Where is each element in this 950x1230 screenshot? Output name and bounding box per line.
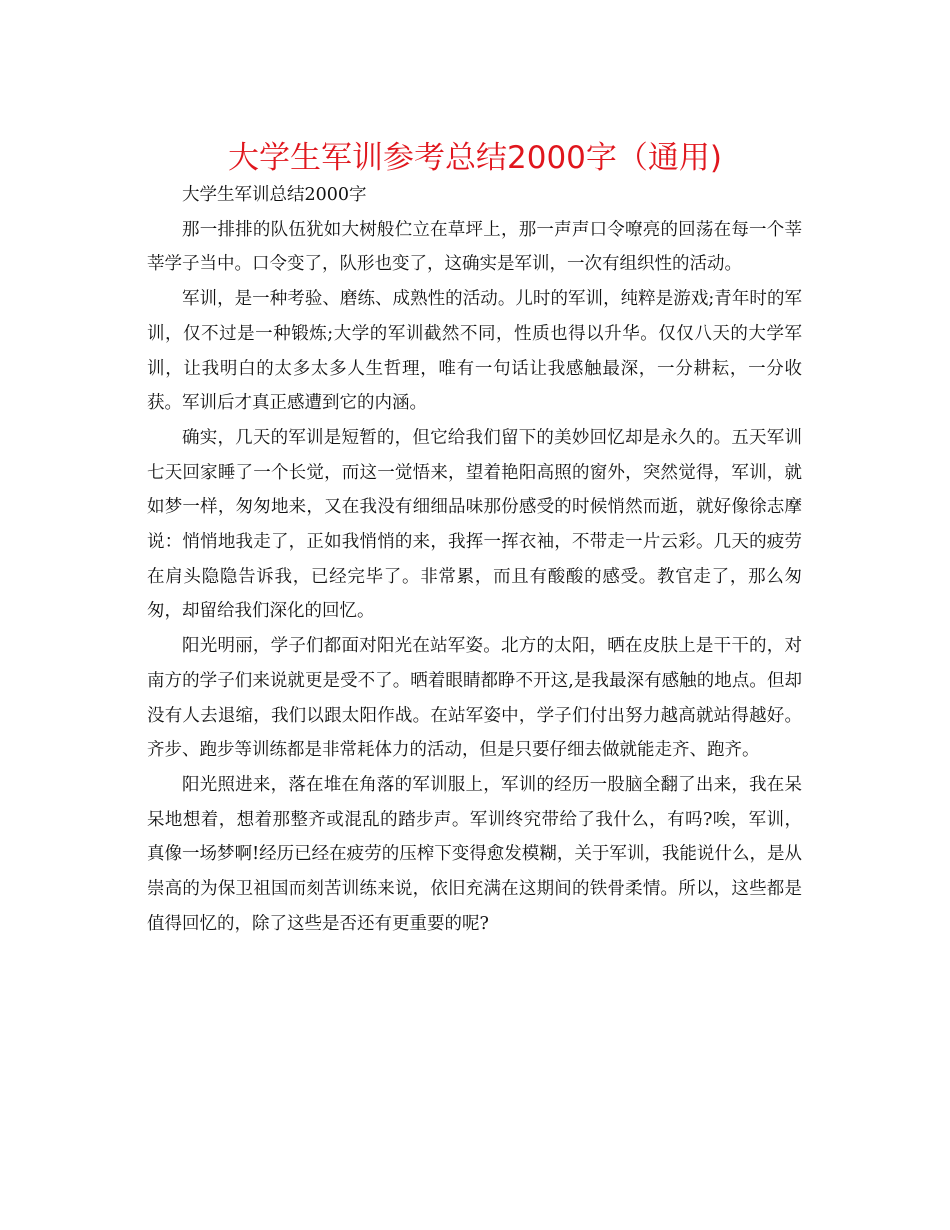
document-body [147,178,802,941]
paragraph-1: 那一排排的队伍犹如大树般伫立在草坪上，那一声声口令嘹亮的回荡在每一个莘莘学子当中。口令变了，队形也变了，这确实是军训，一次有组织性的活动。 [147,219,802,275]
paragraph-2: 军训，是一种考验、磨练、成熟性的活动。儿时的军训，纯粹是游戏;青年时的军训，仅不过是一种锻炼;大学的军训截然不同，性质也得以升华。仅仅八天的大学军训，让我明白的太多太多人生哲理，唯有一句话让我感触最深，一分耕耘，一分收获。军训后才真正感遭到它的内涵。 [147,289,802,414]
document-subtitle: 大学生军训总结2000字 [182,185,367,205]
document-title: 大学生军训参考总结2000字（通用) [228,140,722,176]
paragraph-3: 确实，几天的军训是短暂的，但它给我们留下的美妙回忆却是永久的。五天军训七天回家睡了一个长觉，而这一觉悟来，望着艳阳高照的窗外，突然觉得，军训，就如梦一样，匆匆地来，又在我没有细细品味那份感受的时候悄然而逝，就好像徐志摩说：悄悄地我走了，正如我悄悄的来，我挥一挥衣袖，不带走一片云彩。几天的疲劳在肩头隐隐告诉我，已经完毕了。非常累，而且有酸酸的感受。教官走了，那么匆匆，却留给我们深化的回忆。 [147,427,802,622]
paragraph-5: 阳光照进来，落在堆在角落的军训服上，军训的经历一股脑全翻了出来，我在呆呆地想着，想着那整齐或混乱的踏步声。军训终究带给了我什么，有吗?唉，军训，真像一场梦啊!经历已经在疲劳的压榨下变得愈发模糊，关于军训，我能说什么，是从崇高的为保卫祖国而刻苦训练来说，依旧充满在这期间的铁骨柔情。所以，这些都是值得回忆的，除了这些是否还有更重要的呢? [147,774,802,934]
paragraph-4: 阳光明丽，学子们都面对阳光在站军姿。北方的太阳，晒在皮肤上是干干的，对南方的学子们来说就更是受不了。晒着眼睛都睁不开这,是我最深有感触的地点。但却没有人去退缩，我们以跟太阳作战。在站军姿中，学子们付出努力越高就站得越好。齐步、跑步等训练都是非常耗体力的活动，但是只要仔细去做就能走齐、跑齐。 [147,636,802,761]
